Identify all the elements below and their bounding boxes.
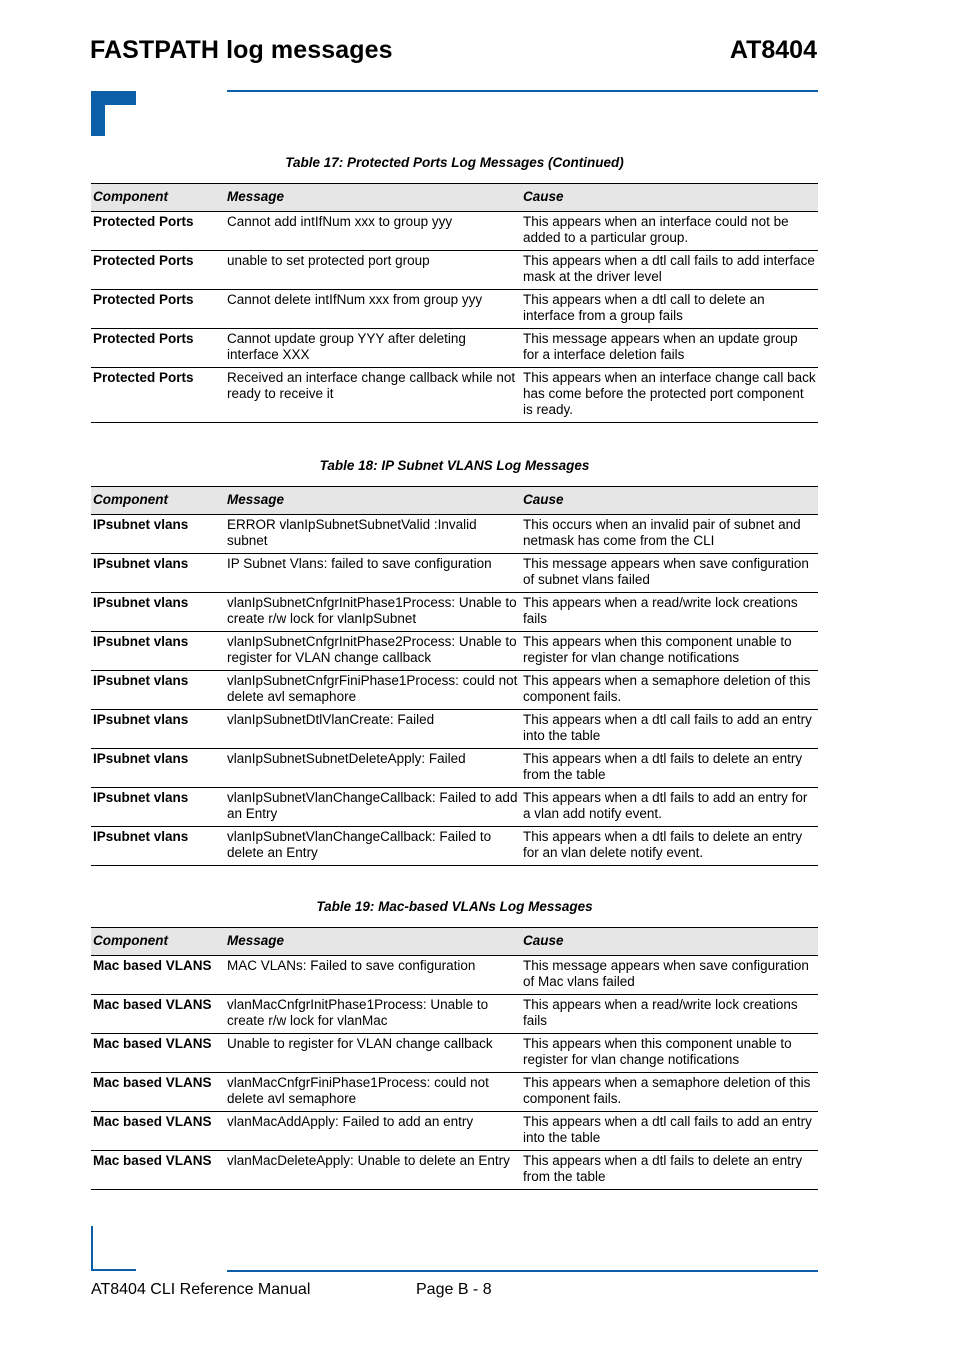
table-row (91, 632, 818, 671)
cell-message: vlanIpSubnetCnfgrFiniPhase1Process: could not delete avl semaphore (225, 671, 521, 710)
cell-message: vlanIpSubnetCnfgrInitPhase1Process: Unable to create r/w lock for vlanIpSubnet (225, 593, 521, 632)
table-17 (91, 183, 818, 423)
cell-cause: This appears when a dtl fails to add an entry for a vlan add notify event. (521, 788, 818, 827)
cell-cause: This message appears when save configuration of subnet vlans failed (521, 554, 818, 593)
cell-cause: This occurs when an invalid pair of subnet and netmask has come from the CLI (521, 515, 818, 554)
cell-cause: This appears when a dtl call fails to add an entry into the table (521, 710, 818, 749)
table-header-row (91, 184, 818, 212)
col-header-cause: Cause (521, 184, 818, 212)
cell-message: vlanMacCnfgrFiniPhase1Process: could not delete avl semaphore (225, 1073, 521, 1112)
table-row (91, 515, 818, 554)
table-row (91, 749, 818, 788)
table-header-row (91, 928, 818, 956)
cell-cause: This appears when a dtl call fails to add an entry into the table (521, 1112, 818, 1151)
cell-component: Mac based VLANS (91, 1073, 225, 1112)
cell-cause: This appears when a dtl fails to delete an entry from the table (521, 749, 818, 788)
cell-cause: This message appears when save configuration of Mac vlans failed (521, 956, 818, 995)
table-row (91, 827, 818, 866)
table-19 (91, 927, 818, 1190)
cell-cause: This appears when a read/write lock creations fails (521, 995, 818, 1034)
page-number: Page B - 8 (416, 1281, 492, 1298)
cell-message: unable to set protected port group (225, 251, 521, 290)
col-header-cause: Cause (521, 928, 818, 956)
cell-message: Cannot add intIfNum xxx to group yyy (225, 212, 521, 251)
cell-component: Mac based VLANS (91, 956, 225, 995)
corner-mark-bottom (91, 1226, 136, 1271)
cell-component: IPsubnet vlans (91, 788, 225, 827)
table-header-row (91, 487, 818, 515)
cell-message: vlanMacCnfgrInitPhase1Process: Unable to create r/w lock for vlanMac (225, 995, 521, 1034)
table-row (91, 368, 818, 423)
cell-message: vlanIpSubnetSubnetDeleteApply: Failed (225, 749, 521, 788)
cell-component: Protected Ports (91, 368, 225, 423)
page-title: FASTPATH log messages (90, 36, 393, 64)
table-row (91, 1073, 818, 1112)
cell-cause: This appears when this component unable to register for vlan change notifications (521, 1034, 818, 1073)
cell-cause: This appears when a semaphore deletion of this component fails. (521, 671, 818, 710)
cell-cause: This appears when an interface could not be added to a particular group. (521, 212, 818, 251)
cell-message: vlanIpSubnetDtlVlanCreate: Failed (225, 710, 521, 749)
table-row (91, 593, 818, 632)
cell-message: ERROR vlanIpSubnetSubnetValid :Invalid subnet (225, 515, 521, 554)
cell-component: Protected Ports (91, 290, 225, 329)
cell-cause: This appears when a dtl fails to delete an entry for an vlan delete notify event. (521, 827, 818, 866)
cell-component: Protected Ports (91, 329, 225, 368)
cell-component: Protected Ports (91, 251, 225, 290)
footer-manual-title: AT8404 CLI Reference Manual (91, 1281, 311, 1298)
corner-mark-top (91, 91, 136, 136)
table-row (91, 671, 818, 710)
cell-cause: This appears when a dtl call to delete an interface from a group fails (521, 290, 818, 329)
footer-rule (227, 1270, 818, 1272)
table-row (91, 1112, 818, 1151)
cell-message: vlanIpSubnetCnfgrInitPhase2Process: Unable to register for VLAN change callback (225, 632, 521, 671)
cell-component: Mac based VLANS (91, 995, 225, 1034)
header-rule (227, 90, 818, 92)
col-header-component: Component (91, 487, 225, 515)
cell-message: Cannot update group YYY after deleting interface XXX (225, 329, 521, 368)
cell-cause: This appears when a dtl call fails to add interface mask at the driver level (521, 251, 818, 290)
cell-component: Mac based VLANS (91, 1151, 225, 1190)
cell-message: vlanMacDeleteApply: Unable to delete an Entry (225, 1151, 521, 1190)
table-row (91, 788, 818, 827)
cell-component: IPsubnet vlans (91, 632, 225, 671)
col-header-message: Message (225, 487, 521, 515)
cell-component: IPsubnet vlans (91, 554, 225, 593)
cell-component: IPsubnet vlans (91, 710, 225, 749)
cell-cause: This message appears when an update group for a interface deletion fails (521, 329, 818, 368)
cell-component: Mac based VLANS (91, 1034, 225, 1073)
table-17-caption: Table 17: Protected Ports Log Messages (Continued) (285, 155, 624, 170)
cell-cause: This appears when a read/write lock creations fails (521, 593, 818, 632)
cell-cause: This appears when a dtl fails to delete an entry from the table (521, 1151, 818, 1190)
product-name: AT8404 (729, 36, 817, 64)
cell-component: Protected Ports (91, 212, 225, 251)
col-header-message: Message (225, 184, 521, 212)
table-row (91, 956, 818, 995)
cell-component: IPsubnet vlans (91, 671, 225, 710)
cell-message: Unable to register for VLAN change callback (225, 1034, 521, 1073)
col-header-component: Component (91, 184, 225, 212)
col-header-component: Component (91, 928, 225, 956)
cell-component: IPsubnet vlans (91, 749, 225, 788)
cell-component: IPsubnet vlans (91, 827, 225, 866)
cell-cause: This appears when this component unable to register for vlan change notifications (521, 632, 818, 671)
cell-message: vlanMacAddApply: Failed to add an entry (225, 1112, 521, 1151)
cell-message: vlanIpSubnetVlanChangeCallback: Failed to delete an Entry (225, 827, 521, 866)
table-19-caption: Table 19: Mac-based VLANs Log Messages (316, 899, 593, 914)
cell-component: IPsubnet vlans (91, 515, 225, 554)
table-row (91, 290, 818, 329)
table-row (91, 1034, 818, 1073)
table-18 (91, 486, 818, 866)
table-row (91, 995, 818, 1034)
cell-component: Mac based VLANS (91, 1112, 225, 1151)
cell-message: Cannot delete intIfNum xxx from group yyy (225, 290, 521, 329)
table-row (91, 329, 818, 368)
table-row (91, 554, 818, 593)
table-row (91, 212, 818, 251)
cell-message: MAC VLANs: Failed to save configuration (225, 956, 521, 995)
cell-message: vlanIpSubnetVlanChangeCallback: Failed to add an Entry (225, 788, 521, 827)
table-row (91, 251, 818, 290)
table-row (91, 710, 818, 749)
cell-cause: This appears when an interface change call back has come before the protected port component is ready. (521, 368, 818, 423)
cell-message: Received an interface change callback while not ready to receive it (225, 368, 521, 423)
col-header-message: Message (225, 928, 521, 956)
cell-message: IP Subnet Vlans: failed to save configuration (225, 554, 521, 593)
col-header-cause: Cause (521, 487, 818, 515)
cell-cause: This appears when a semaphore deletion of this component fails. (521, 1073, 818, 1112)
table-18-caption: Table 18: IP Subnet VLANS Log Messages (319, 458, 590, 473)
cell-component: IPsubnet vlans (91, 593, 225, 632)
table-row (91, 1151, 818, 1190)
